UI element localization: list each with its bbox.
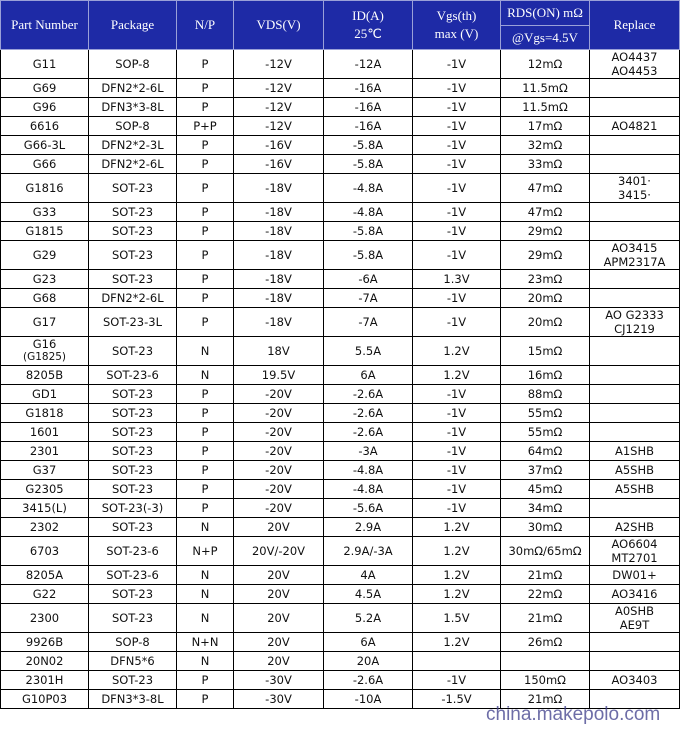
np-cell: P <box>177 690 234 709</box>
rds-cell: 88mΩ <box>501 385 590 404</box>
id-cell: -5.8A <box>324 222 413 241</box>
package-cell: SOT-23 <box>89 604 177 633</box>
id-cell: -2.6A <box>324 404 413 423</box>
replace-cell <box>590 404 680 423</box>
part-number-cell: G29 <box>1 241 89 270</box>
vgs-cell: -1V <box>413 222 501 241</box>
rds-cell: 21mΩ <box>501 566 590 585</box>
vds-cell: -18V <box>234 308 324 337</box>
vds-cell: 18V <box>234 337 324 366</box>
id-cell: -5.8A <box>324 136 413 155</box>
vgs-cell: -1V <box>413 289 501 308</box>
id-cell: -16A <box>324 98 413 117</box>
rds-cell: 22mΩ <box>501 585 590 604</box>
package-cell: SOT-23 <box>89 671 177 690</box>
package-cell: SOT-23 <box>89 480 177 499</box>
vds-cell: -18V <box>234 270 324 289</box>
part-number-cell: G69 <box>1 79 89 98</box>
package-cell: SOT-23 <box>89 222 177 241</box>
package-cell: SOT-23 <box>89 270 177 289</box>
col-id <box>324 1 413 50</box>
table-row <box>1 461 680 480</box>
np-cell: P <box>177 270 234 289</box>
replace-cell: AO4437 AO4453 <box>590 50 680 79</box>
np-cell: P <box>177 222 234 241</box>
vds-cell: 20V/-20V <box>234 537 324 566</box>
part-number-cell: 2301 <box>1 442 89 461</box>
id-cell: 6A <box>324 366 413 385</box>
part-number-cell: G2305 <box>1 480 89 499</box>
np-cell: P <box>177 499 234 518</box>
vgs-cell: -1V <box>413 442 501 461</box>
np-cell: N <box>177 585 234 604</box>
vgs-cell: -1V <box>413 385 501 404</box>
rds-cell: 15mΩ <box>501 337 590 366</box>
vds-cell: -18V <box>234 241 324 270</box>
vgs-cell: -1V <box>413 404 501 423</box>
table-row <box>1 174 680 203</box>
rds-cell: 21mΩ <box>501 604 590 633</box>
id-cell: -2.6A <box>324 385 413 404</box>
table-row <box>1 50 680 79</box>
vds-cell: 19.5V <box>234 366 324 385</box>
np-cell: N <box>177 566 234 585</box>
replace-cell <box>590 98 680 117</box>
table-row <box>1 98 680 117</box>
part-number-cell: G1816 <box>1 174 89 203</box>
rds-cell: 20mΩ <box>501 289 590 308</box>
table-row <box>1 79 680 98</box>
vds-cell: -30V <box>234 671 324 690</box>
package-cell: SOT-23 <box>89 404 177 423</box>
replace-cell <box>590 79 680 98</box>
vds-cell: -20V <box>234 442 324 461</box>
id-cell: 5.2A <box>324 604 413 633</box>
vgs-cell: 1.2V <box>413 518 501 537</box>
replace-cell <box>590 423 680 442</box>
vds-cell: -20V <box>234 461 324 480</box>
vgs-cell: 1.2V <box>413 566 501 585</box>
package-cell: SOP-8 <box>89 50 177 79</box>
vgs-cell: -1.5V <box>413 690 501 709</box>
part-number-cell: G23 <box>1 270 89 289</box>
id-cell: -7A <box>324 289 413 308</box>
package-cell: DFN2*2-6L <box>89 289 177 308</box>
np-cell: P <box>177 241 234 270</box>
vds-cell: -12V <box>234 117 324 136</box>
part-number-cell: G66-3L <box>1 136 89 155</box>
replace-cell: DW01+ <box>590 566 680 585</box>
vds-cell: 20V <box>234 566 324 585</box>
id-cell: 4A <box>324 566 413 585</box>
vgs-cell: 1.5V <box>413 604 501 633</box>
rds-cell: 21mΩ <box>501 690 590 709</box>
vds-cell: -18V <box>234 174 324 203</box>
package-cell: SOT-23 <box>89 518 177 537</box>
table-row <box>1 289 680 308</box>
package-cell: DFN5*6 <box>89 652 177 671</box>
replace-cell <box>590 499 680 518</box>
vgs-cell: -1V <box>413 136 501 155</box>
id-cell: -16A <box>324 79 413 98</box>
rds-cell: 33mΩ <box>501 155 590 174</box>
rds-cell <box>501 652 590 671</box>
table-row <box>1 690 680 709</box>
id-cell: -10A <box>324 690 413 709</box>
rds-cell: 64mΩ <box>501 442 590 461</box>
id-cell: -4.8A <box>324 461 413 480</box>
id-cell: 4.5A <box>324 585 413 604</box>
rds-cell: 20mΩ <box>501 308 590 337</box>
table-row <box>1 404 680 423</box>
id-cell: -4.8A <box>324 203 413 222</box>
package-cell: SOP-8 <box>89 117 177 136</box>
part-number-cell: G1815 <box>1 222 89 241</box>
np-cell: P <box>177 385 234 404</box>
col-vds: VDS(V) <box>234 1 324 50</box>
replace-cell: AO3416 <box>590 585 680 604</box>
col-package: Package <box>89 1 177 50</box>
package-cell: SOT-23 <box>89 442 177 461</box>
vds-cell: -16V <box>234 136 324 155</box>
part-number-cell: G1818 <box>1 404 89 423</box>
rds-cell: 34mΩ <box>501 499 590 518</box>
table-row <box>1 117 680 136</box>
np-cell: P <box>177 203 234 222</box>
vgs-cell: -1V <box>413 98 501 117</box>
package-cell: SOT-23 <box>89 461 177 480</box>
id-cell: -7A <box>324 308 413 337</box>
vgs-cell: -1V <box>413 480 501 499</box>
rds-cell: 45mΩ <box>501 480 590 499</box>
part-number-cell: 8205A <box>1 566 89 585</box>
part-number-cell: G37 <box>1 461 89 480</box>
table-row <box>1 633 680 652</box>
part-number-cell: 3415(L) <box>1 499 89 518</box>
table-row <box>1 203 680 222</box>
replace-cell <box>590 337 680 366</box>
part-number-cell: G66 <box>1 155 89 174</box>
package-cell: SOT-23 <box>89 385 177 404</box>
table-row <box>1 136 680 155</box>
part-number-cell: G33 <box>1 203 89 222</box>
replace-cell <box>590 155 680 174</box>
package-cell: SOT-23-3L <box>89 308 177 337</box>
np-cell: N <box>177 652 234 671</box>
package-cell: SOT-23 <box>89 203 177 222</box>
replace-cell: A1SHB <box>590 442 680 461</box>
np-cell: N <box>177 366 234 385</box>
package-cell: DFN2*2-3L <box>89 136 177 155</box>
id-cell: -4.8A <box>324 480 413 499</box>
vds-cell: -12V <box>234 79 324 98</box>
np-cell: P <box>177 423 234 442</box>
table-row <box>1 585 680 604</box>
vgs-cell: -1V <box>413 671 501 690</box>
vgs-cell: -1V <box>413 461 501 480</box>
part-number-cell: GD1 <box>1 385 89 404</box>
vds-cell: 20V <box>234 585 324 604</box>
replace-cell: AO G2333 CJ1219 <box>590 308 680 337</box>
np-cell: N+N <box>177 633 234 652</box>
table-row <box>1 442 680 461</box>
vgs-cell: 1.2V <box>413 537 501 566</box>
np-cell: N <box>177 337 234 366</box>
table-row <box>1 385 680 404</box>
part-number-cell: G11 <box>1 50 89 79</box>
table-header <box>1 1 680 50</box>
np-cell: P <box>177 442 234 461</box>
vds-cell: 20V <box>234 604 324 633</box>
replace-cell: AO6604 MT2701 <box>590 537 680 566</box>
watermark: china.makepolo.com <box>486 704 661 725</box>
rds-cell: 32mΩ <box>501 136 590 155</box>
id-cell: 2.9A/-3A <box>324 537 413 566</box>
id-cell: -2.6A <box>324 671 413 690</box>
vds-cell: -20V <box>234 385 324 404</box>
id-cell: -5.6A <box>324 499 413 518</box>
package-cell: SOT-23-6 <box>89 566 177 585</box>
table-row <box>1 270 680 289</box>
id-cell: -5.8A <box>324 155 413 174</box>
package-cell: SOT-23(-3) <box>89 499 177 518</box>
part-number-cell: 2300 <box>1 604 89 633</box>
np-cell: P <box>177 289 234 308</box>
replace-cell <box>590 203 680 222</box>
table-row <box>1 241 680 270</box>
vds-cell: 20V <box>234 652 324 671</box>
vgs-cell: -1V <box>413 155 501 174</box>
replace-cell <box>590 633 680 652</box>
rds-cell: 26mΩ <box>501 633 590 652</box>
id-cell: -16A <box>324 117 413 136</box>
package-cell: SOT-23 <box>89 585 177 604</box>
replace-cell: AO3415 APM2317A <box>590 241 680 270</box>
part-number-cell: G22 <box>1 585 89 604</box>
id-cell: 6A <box>324 633 413 652</box>
vgs-cell: -1V <box>413 241 501 270</box>
part-number-cell: 9926B <box>1 633 89 652</box>
table-row <box>1 518 680 537</box>
table-row <box>1 423 680 442</box>
table-row <box>1 566 680 585</box>
np-cell: P <box>177 174 234 203</box>
id-cell: 20A <box>324 652 413 671</box>
replace-cell <box>590 690 680 709</box>
id-cell: -6A <box>324 270 413 289</box>
id-cell: -2.6A <box>324 423 413 442</box>
rds-cell: 30mΩ <box>501 518 590 537</box>
rds-cell: 17mΩ <box>501 117 590 136</box>
part-number-sub: (G1825) <box>22 351 67 363</box>
part-number-cell: G17 <box>1 308 89 337</box>
col-vgs-line2: max (V) <box>434 26 479 41</box>
rds-cell: 55mΩ <box>501 423 590 442</box>
replace-cell <box>590 652 680 671</box>
col-vgs <box>413 1 501 50</box>
package-cell: SOT-23 <box>89 423 177 442</box>
package-cell: SOT-23-6 <box>89 537 177 566</box>
package-cell: SOT-23-6 <box>89 366 177 385</box>
table-row <box>1 499 680 518</box>
rds-cell: 11.5mΩ <box>501 98 590 117</box>
vds-cell: 20V <box>234 633 324 652</box>
col-id-line1: ID(A) <box>352 8 384 23</box>
id-cell: -3A <box>324 442 413 461</box>
replace-cell <box>590 289 680 308</box>
part-number-cell: G10P03 <box>1 690 89 709</box>
np-cell: N <box>177 604 234 633</box>
vds-cell: -12V <box>234 98 324 117</box>
np-cell: P <box>177 136 234 155</box>
table-body <box>1 50 680 709</box>
vds-cell: -12V <box>234 50 324 79</box>
vds-cell: -20V <box>234 499 324 518</box>
rds-cell: 55mΩ <box>501 404 590 423</box>
table-row <box>1 652 680 671</box>
part-number-cell: 6703 <box>1 537 89 566</box>
vds-cell: -20V <box>234 423 324 442</box>
part-number-cell: 8205B <box>1 366 89 385</box>
replace-cell <box>590 366 680 385</box>
rds-cell: 23mΩ <box>501 270 590 289</box>
rds-cell: 150mΩ <box>501 671 590 690</box>
vgs-cell: 1.2V <box>413 337 501 366</box>
vgs-cell: 1.3V <box>413 270 501 289</box>
part-number-cell: G68 <box>1 289 89 308</box>
rds-cell: 16mΩ <box>501 366 590 385</box>
package-cell: DFN3*3-8L <box>89 690 177 709</box>
part-number-cell: G16 (G1825) <box>1 337 89 366</box>
np-cell: P <box>177 50 234 79</box>
vds-cell: -18V <box>234 289 324 308</box>
rds-cell: 11.5mΩ <box>501 79 590 98</box>
id-cell: -12A <box>324 50 413 79</box>
np-cell: P <box>177 308 234 337</box>
np-cell: P <box>177 155 234 174</box>
table-row <box>1 671 680 690</box>
rds-cell: 47mΩ <box>501 203 590 222</box>
rds-cell: 29mΩ <box>501 222 590 241</box>
table-row <box>1 155 680 174</box>
np-cell: P <box>177 671 234 690</box>
np-cell: N <box>177 518 234 537</box>
vgs-cell: -1V <box>413 308 501 337</box>
replace-cell: A5SHB <box>590 461 680 480</box>
replace-cell <box>590 136 680 155</box>
rds-cell: 29mΩ <box>501 241 590 270</box>
vgs-cell: -1V <box>413 499 501 518</box>
package-cell: SOP-8 <box>89 633 177 652</box>
vds-cell: -30V <box>234 690 324 709</box>
np-cell: P+P <box>177 117 234 136</box>
np-cell: P <box>177 404 234 423</box>
vgs-cell <box>413 652 501 671</box>
vgs-cell: -1V <box>413 79 501 98</box>
col-rds-line1: RDS(ON) mΩ <box>501 1 590 26</box>
table-row <box>1 366 680 385</box>
table-row <box>1 537 680 566</box>
replace-cell <box>590 222 680 241</box>
part-number-cell: 20N02 <box>1 652 89 671</box>
rds-cell: 12mΩ <box>501 50 590 79</box>
package-cell: DFN2*2-6L <box>89 155 177 174</box>
col-part-number: Part Number <box>1 1 89 50</box>
np-cell: N+P <box>177 537 234 566</box>
vgs-cell: -1V <box>413 423 501 442</box>
replace-cell <box>590 385 680 404</box>
rds-cell: 37mΩ <box>501 461 590 480</box>
replace-cell: A2SHB <box>590 518 680 537</box>
part-number-cell: G96 <box>1 98 89 117</box>
id-cell: 5.5A <box>324 337 413 366</box>
col-vgs-line1: Vgs(th) <box>436 8 477 23</box>
np-cell: P <box>177 98 234 117</box>
np-cell: P <box>177 461 234 480</box>
id-cell: -5.8A <box>324 241 413 270</box>
vgs-cell: -1V <box>413 50 501 79</box>
col-rds-line2: @Vgs=4.5V <box>501 26 590 50</box>
vds-cell: -20V <box>234 404 324 423</box>
vgs-cell: 1.2V <box>413 585 501 604</box>
vgs-cell: -1V <box>413 117 501 136</box>
replace-cell <box>590 270 680 289</box>
package-cell: SOT-23 <box>89 337 177 366</box>
table-row <box>1 308 680 337</box>
vgs-cell: -1V <box>413 174 501 203</box>
replace-cell: A5SHB <box>590 480 680 499</box>
package-cell: SOT-23 <box>89 241 177 270</box>
replace-cell: AO4821 <box>590 117 680 136</box>
vds-cell: -18V <box>234 203 324 222</box>
vgs-cell: -1V <box>413 203 501 222</box>
table-row <box>1 222 680 241</box>
vds-cell: -16V <box>234 155 324 174</box>
rds-cell: 30mΩ/65mΩ <box>501 537 590 566</box>
id-cell: 2.9A <box>324 518 413 537</box>
col-id-line2: 25℃ <box>354 26 382 41</box>
col-replace: Replace <box>590 1 680 50</box>
package-cell: DFN3*3-8L <box>89 98 177 117</box>
part-number-cell: 6616 <box>1 117 89 136</box>
table-row <box>1 604 680 633</box>
col-np: N/P <box>177 1 234 50</box>
replace-cell: AO3403 <box>590 671 680 690</box>
vgs-cell: 1.2V <box>413 366 501 385</box>
part-number-cell: 2302 <box>1 518 89 537</box>
table-row <box>1 337 680 366</box>
replace-cell: 3401· 3415· <box>590 174 680 203</box>
part-number-cell: 1601 <box>1 423 89 442</box>
vgs-cell: 1.2V <box>413 633 501 652</box>
part-number-cell: 2301H <box>1 671 89 690</box>
id-cell: -4.8A <box>324 174 413 203</box>
vds-cell: 20V <box>234 518 324 537</box>
replace-cell: A0SHB AE9T <box>590 604 680 633</box>
np-cell: P <box>177 480 234 499</box>
vds-cell: -18V <box>234 222 324 241</box>
package-cell: DFN2*2-6L <box>89 79 177 98</box>
package-cell: SOT-23 <box>89 174 177 203</box>
vds-cell: -20V <box>234 480 324 499</box>
rds-cell: 47mΩ <box>501 174 590 203</box>
np-cell: P <box>177 79 234 98</box>
table-row <box>1 480 680 499</box>
